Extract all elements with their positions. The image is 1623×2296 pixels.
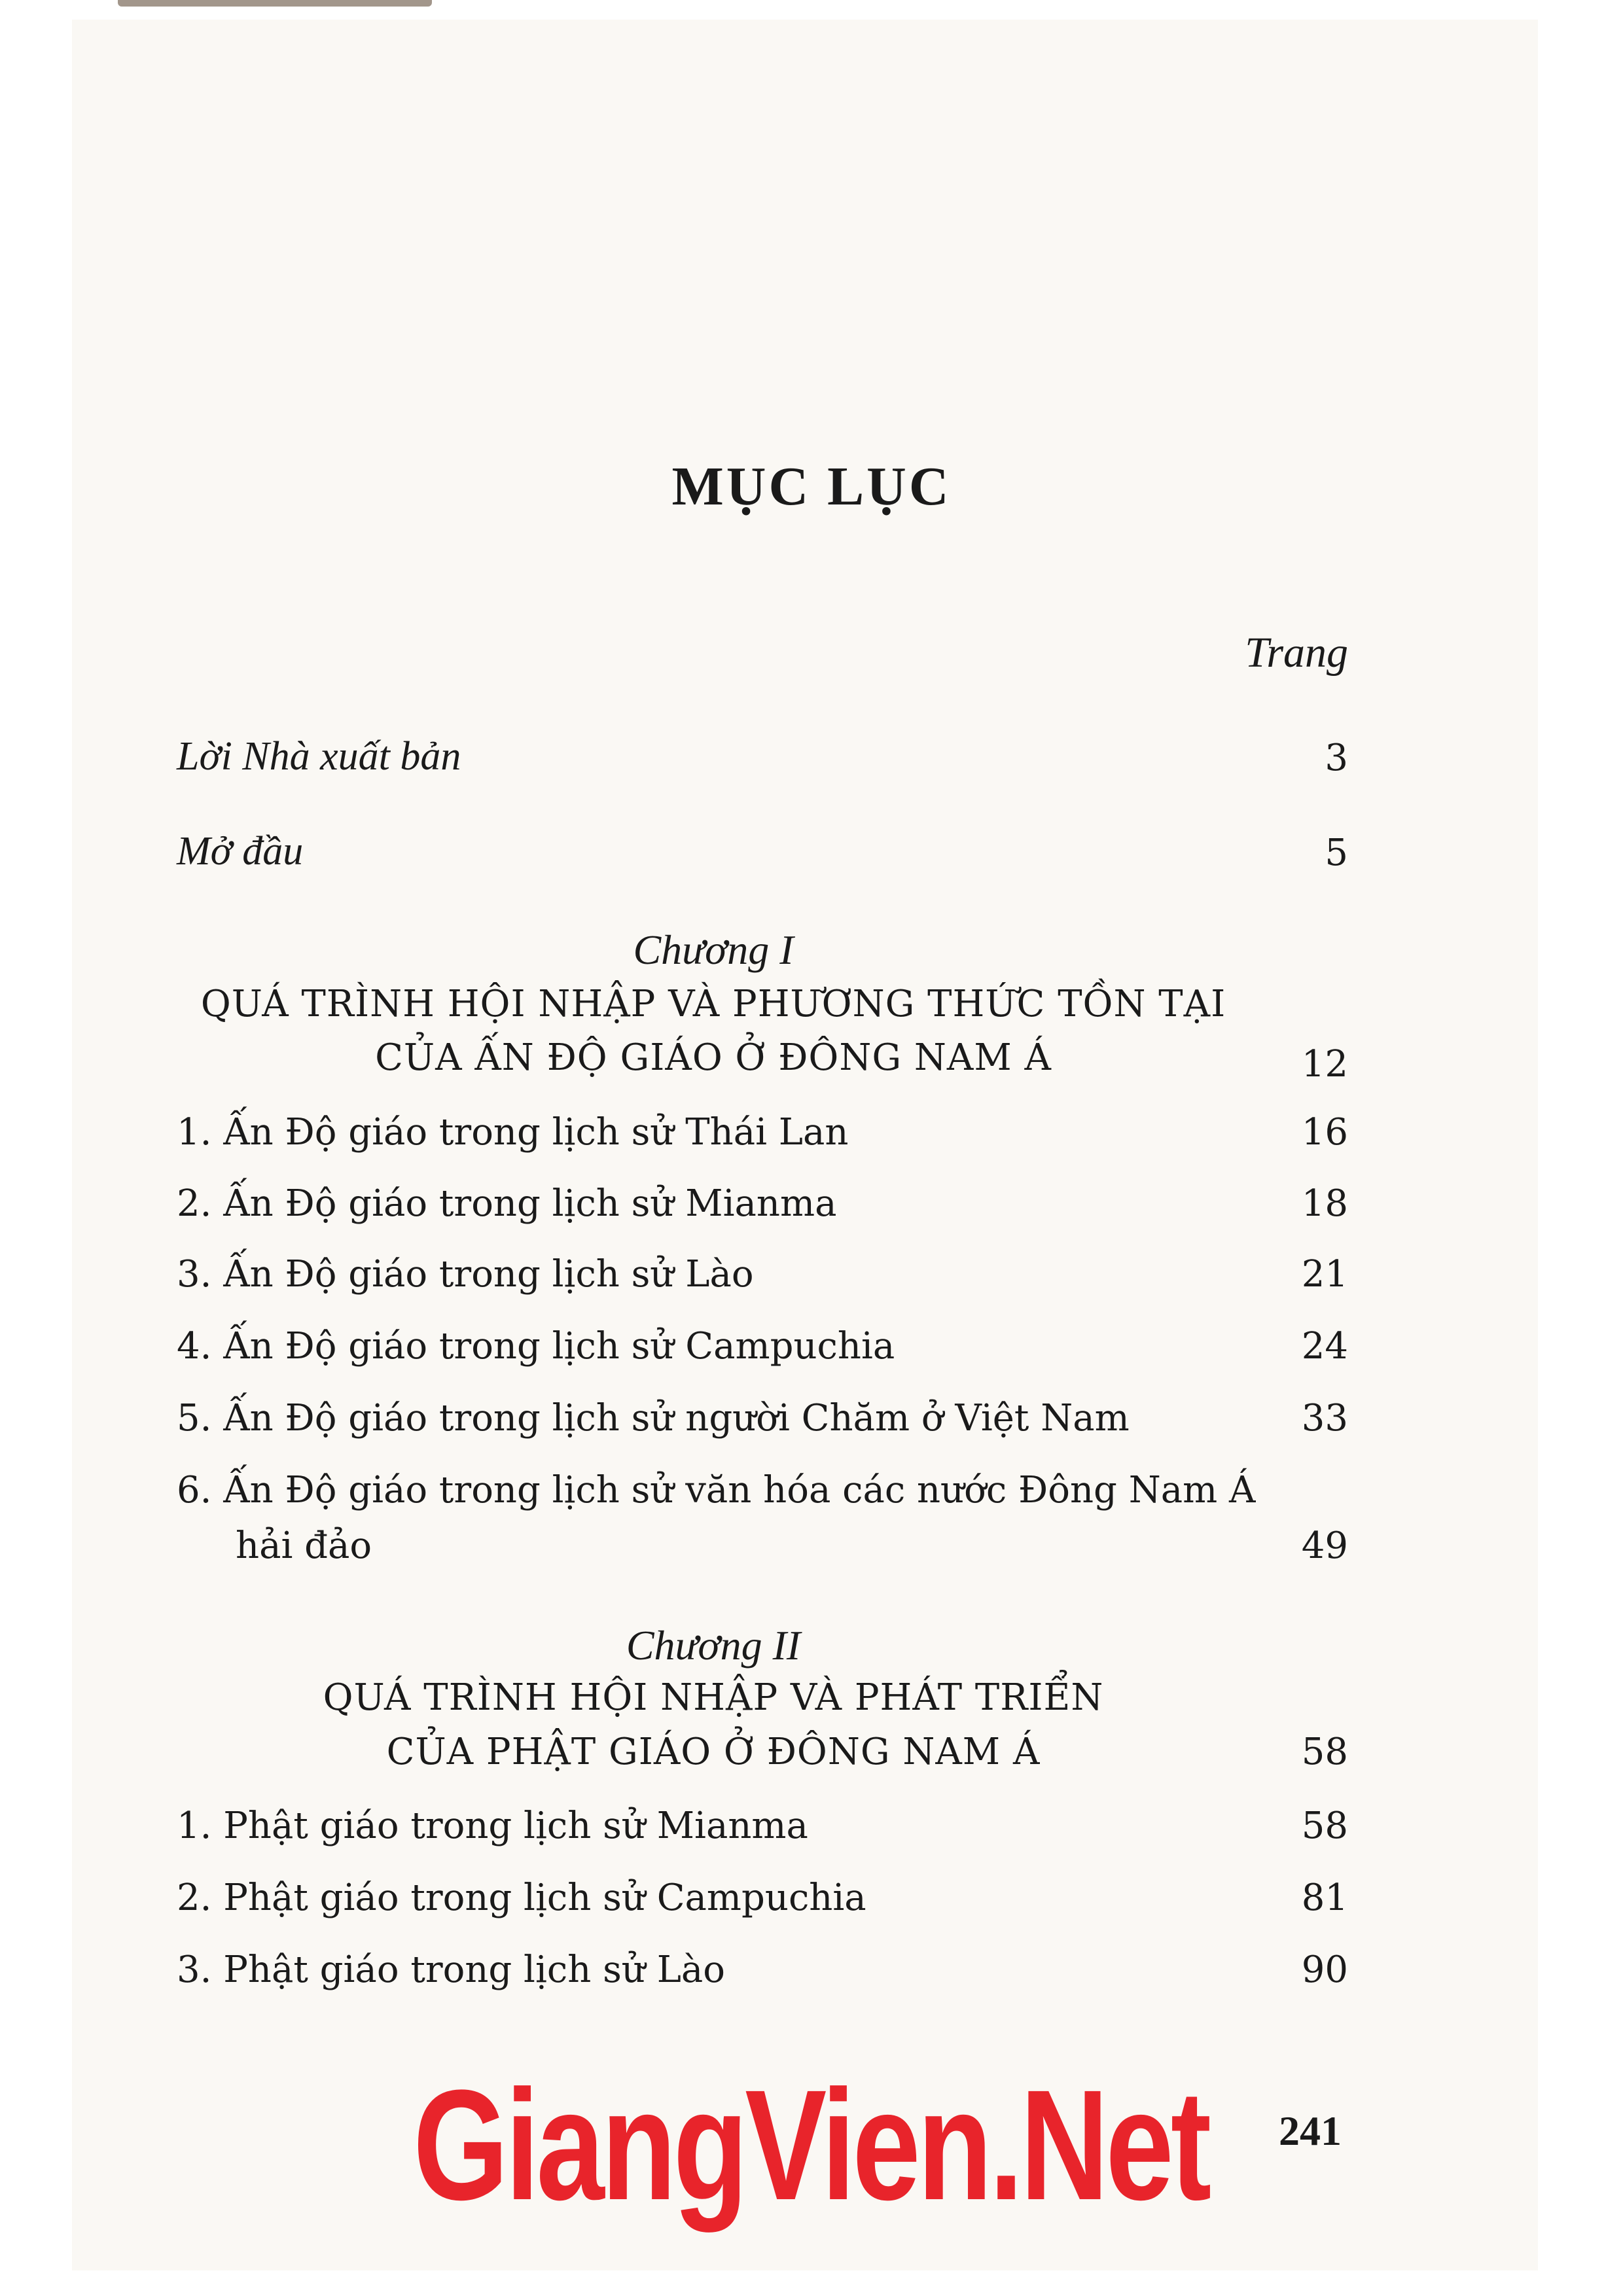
watermark-logo: GiangVien.Net [413,2057,1209,2233]
toc-entry-label: 4. Ấn Độ giáo trong lịch sử Campuchia [177,1325,895,1368]
toc-entry-label: 2. Ấn Độ giáo trong lịch sử Mianma [177,1182,837,1225]
chapter-label: Chương I [633,927,794,973]
page-edge-shadow [118,0,432,7]
toc-entry-label-continued: hải đảo [236,1525,372,1567]
chapter-page: 58 [1301,1731,1348,1773]
toc-entry-page: 18 [1301,1182,1348,1225]
toc-entry-page: 90 [1301,1949,1348,1991]
page-number: 241 [1279,2108,1342,2154]
toc-entry-label: 6. Ấn Độ giáo trong lịch sử văn hóa các nước Đông Nam Á [177,1469,1256,1511]
page-title: MỤC LỤC [671,456,952,517]
chapter-title-line2: CỦA ẤN ĐỘ GIÁO Ở ĐÔNG NAM Á [375,1036,1052,1079]
toc-entry-label: Lời Nhà xuất bản [177,734,461,779]
chapter-page: 12 [1301,1043,1348,1086]
toc-entry-page: 49 [1301,1525,1348,1567]
toc-entry-label: 2. Phật giáo trong lịch sử Campuchia [177,1877,866,1919]
chapter-title-line2: CỦA PHẬT GIÁO Ở ĐÔNG NAM Á [386,1731,1041,1773]
toc-entry-page: 24 [1301,1325,1348,1368]
chapter-title-line1: QUÁ TRÌNH HỘI NHẬP VÀ PHÁT TRIỂN [323,1676,1104,1719]
toc-entry-label: 5. Ấn Độ giáo trong lịch sử người Chăm ở Việt Nam [177,1397,1130,1439]
toc-entry-page: 3 [1325,737,1348,779]
toc-entry-page: 5 [1325,832,1348,874]
toc-entry-page: 33 [1301,1397,1348,1439]
toc-entry-page: 16 [1301,1111,1348,1154]
toc-entry-label: Mở đầu [177,829,304,874]
toc-entry-page: 21 [1301,1253,1348,1296]
toc-entry-label: 1. Ấn Độ giáo trong lịch sử Thái Lan [177,1111,849,1154]
toc-entry-label: 1. Phật giáo trong lịch sử Mianma [177,1805,808,1847]
page-column-label: Trang [1245,629,1348,677]
toc-entry-label: 3. Phật giáo trong lịch sử Lào [177,1949,725,1991]
toc-entry-page: 58 [1301,1805,1348,1847]
toc-entry-label: 3. Ấn Độ giáo trong lịch sử Lào [177,1253,754,1296]
toc-entry-page: 81 [1301,1877,1348,1919]
chapter-title-line1: QUÁ TRÌNH HỘI NHẬP VÀ PHƯƠNG THỨC TỒN TẠI [200,983,1226,1025]
chapter-label: Chương II [626,1622,801,1669]
